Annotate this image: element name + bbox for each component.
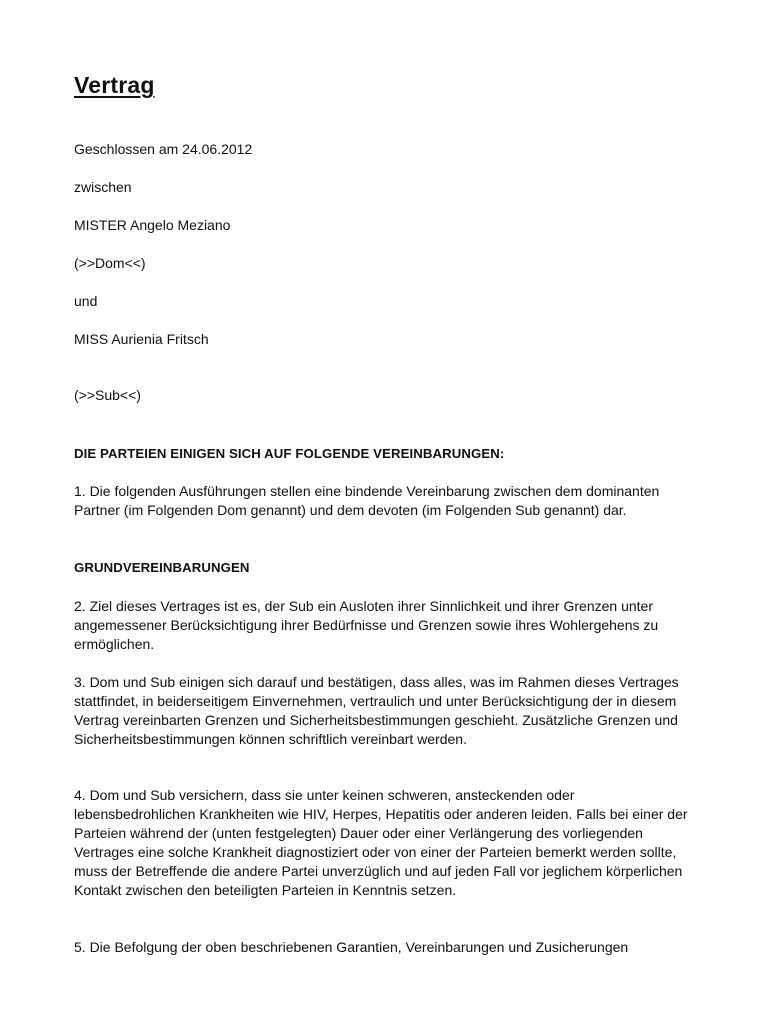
- clause-1: 1. Die folgenden Ausführungen stellen eine bindende Vereinbarung zwischen dem dominanten Partner (im Folgenden Dom genannt) und dem devoten (im Folgenden Sub genannt) dar.: [74, 483, 660, 518]
- party2-name: MISS Aurienia Fritsch: [74, 331, 209, 347]
- party2-role: (>>Sub<<): [74, 387, 141, 403]
- and-text: und: [74, 293, 98, 309]
- agreement-heading: DIE PARTEIEN EINIGEN SICH AUF FOLGENDE VEREINBARUNGEN:: [74, 446, 505, 461]
- clause-2: 2. Ziel dieses Vertrages ist es, der Sub ein Ausloten ihrer Sinnlichkeit und ihrer Grenzen unter angemessener Berücksichtigung ihrer Bedürfnisse und Grenzen sowie ihres Wohlergehens zu ermöglichen.: [74, 598, 659, 652]
- basic-agreements-heading: GRUNDVEREINBARUNGEN: [74, 560, 250, 575]
- clause-5: 5. Die Befolgung der oben beschriebenen Garantien, Vereinbarungen und Zusicherungen: [74, 939, 629, 955]
- concluded-date: Geschlossen am 24.06.2012: [74, 141, 253, 157]
- party1-name: MISTER Angelo Meziano: [74, 217, 231, 233]
- party1-role: (>>Dom<<): [74, 255, 146, 271]
- clause-3: 3. Dom und Sub einigen sich darauf und bestätigen, dass alles, was im Rahmen dieses Vertrages stattfindet, in beiderseitigem Einvernehmen, vertraulich und unter Berücksichtigung der in diesem Vertrag vereinbarten Grenzen und Sicherheitsbestimmungen geschieht. Zusätzliche Grenzen und Sicherheitsbestimmungen können schriftlich vereinbart werden.: [74, 674, 679, 747]
- clause-4: 4. Dom und Sub versichern, dass sie unter keinen schweren, ansteckenden oder lebensbedrohlichen Krankheiten wie HIV, Herpes, Hepatitis oder anderen leiden. Falls bei einer der Parteien während der (unten festgelegten) Dauer oder einer Verlängerung des vorliegenden Vertrages eine solche Krankheit diagnostiziert oder von einer der Parteien bemerkt werden sollte, muss der Betreffende die andere Partei unverzüglich und auf jeden Fall vor jeglichem körperlichen Kontakt zwischen den beteiligten Parteien in Kenntnis setzen.: [74, 787, 688, 898]
- document-title: Vertrag: [74, 72, 155, 98]
- between-text: zwischen: [74, 179, 132, 195]
